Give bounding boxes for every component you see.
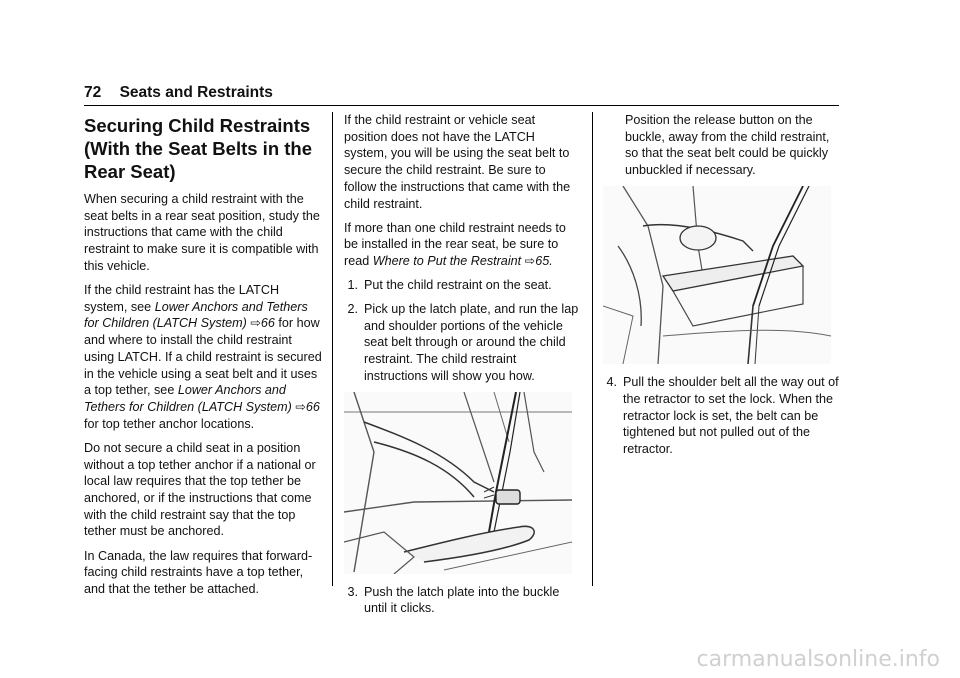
page-title: Securing Child Restraints (With the Seat Belts in the Rear Seat) xyxy=(84,115,313,182)
paragraph: If the child restraint or vehicle seat position does not have the LATCH system, you will be using the seat belt to secure the child restraint. Be sure to follow the instructions that came with the child restraint. xyxy=(344,113,571,211)
step-item: 4. Pull the shoulder belt all the way out of the retractor to set the lock. When the retractor lock is set, the belt can be tightened but not pulled out of the retractor. xyxy=(606,375,839,457)
paragraph: In Canada, the law requires that forward-facing child restraints have a top tether, and that the tether be attached. xyxy=(84,548,313,596)
latch-plate-illustration xyxy=(344,392,580,574)
ref-arrow-icon: ⇨ xyxy=(295,399,306,414)
cross-reference-link[interactable]: Lower Anchors and Tethers for Children (LATCH System) xyxy=(84,299,308,331)
column-divider xyxy=(332,112,333,586)
cross-reference-link[interactable]: Where to Put the Restraint xyxy=(372,254,522,269)
paragraph: Do not secure a child seat in a position without a top tether anchor if a national or local law requires that the top tether be anchored, or if the instructions that come with the child restraint say that the top tether must be anchored. xyxy=(84,440,316,539)
column-2 xyxy=(344,112,580,624)
step-item: 1. Put the child restraint on the seat. xyxy=(347,278,552,293)
page-reference[interactable]: 66 xyxy=(260,316,275,331)
column-3 xyxy=(603,112,839,465)
buckle-illustration xyxy=(603,186,831,364)
paragraph: If the child restraint has the LATCH system, see Lower Anchors and Tethers for Children (LATCH System) ⇨66 for how and where to install the child restraint using LATCH. If a child restraint is secured in the vehicle using a seat belt and it uses a top tether, see Lower Anchors and Tethers for Children (LATCH System) ⇨66 for top tether anchor locations. xyxy=(84,283,322,431)
column-1 xyxy=(84,112,322,605)
header-rule xyxy=(84,105,839,106)
column-divider xyxy=(592,112,593,586)
ref-arrow-icon: ⇨ xyxy=(250,316,261,331)
step-item: 3. Push the latch plate into the buckle until it clicks. xyxy=(347,584,560,616)
cross-reference-link[interactable]: Lower Anchors and Tethers for Children (LATCH System) xyxy=(84,383,292,414)
section-title: Seats and Restraints xyxy=(119,84,273,101)
release-button-illustration xyxy=(603,186,839,364)
page-reference[interactable]: 66 xyxy=(305,399,320,414)
footer-watermark: carmanualsonline.info xyxy=(696,647,940,672)
paragraph: If more than one child restraint needs to be installed in the rear seat, be sure to read Where to Put the Restraint ⇨65. xyxy=(344,220,566,269)
page-reference[interactable]: 65. xyxy=(535,254,553,269)
paragraph: Position the release button on the buckle, away from the child restraint, so that the seat belt could be quickly unbuckled if necessary. xyxy=(625,113,830,178)
ref-arrow-icon: ⇨ xyxy=(524,254,536,269)
step-item: 2. Pick up the latch plate, and run the lap and shoulder portions of the vehicle seat belt through or around the child restraint. The child restraint instructions will show you how. xyxy=(347,302,579,383)
page-number: 72 xyxy=(84,84,102,101)
page-header xyxy=(84,84,273,102)
seat-belt-routing-illustration xyxy=(344,392,572,574)
paragraph: When securing a child restraint with the seat belts in a rear seat position, study the instructions that came with the child restraint to make sure it is compatible with this vehicle. xyxy=(84,192,320,273)
